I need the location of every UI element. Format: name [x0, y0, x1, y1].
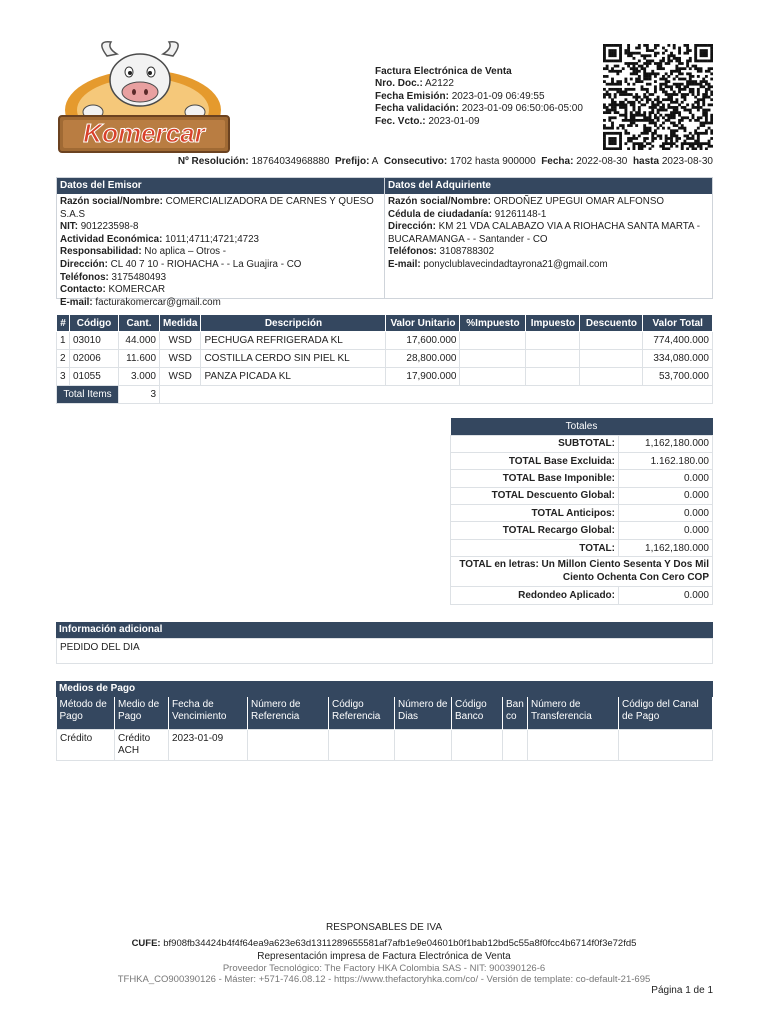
cell: WSD — [160, 368, 201, 386]
total-label: TOTAL Recargo Global: — [451, 522, 619, 539]
cell — [526, 332, 580, 350]
adq-tel-value: 3108788302 — [439, 246, 495, 258]
total-items-row — [57, 386, 713, 404]
col-codigo: Código — [70, 315, 119, 332]
total-label: TOTAL Descuento Global: — [451, 487, 619, 504]
prefijo-value: A — [371, 156, 379, 167]
col-valor-unitario: Valor Unitario — [386, 315, 460, 332]
emisor-email-label: E-mail: — [60, 296, 93, 308]
cell — [329, 729, 395, 760]
col-cant: Cant. — [119, 315, 160, 332]
total-items-value: 3 — [119, 386, 160, 404]
table-row — [57, 729, 713, 760]
cell: 334,080.000 — [643, 350, 713, 368]
medios-pago-section — [56, 681, 713, 761]
page-number: Página 1 de 1 — [651, 985, 713, 996]
table-row — [57, 332, 713, 350]
validacion-label: Fecha validación: — [375, 103, 459, 115]
total-row — [451, 539, 713, 556]
redondeo-label: Redondeo Aplicado: — [451, 587, 619, 604]
vcto-label: Fec. Vcto.: — [375, 115, 426, 127]
cell — [526, 350, 580, 368]
adquiriente-panel — [384, 178, 712, 298]
col-medio-pago: Medio de Pago — [115, 697, 169, 729]
adq-dir-value: KM 21 VDA CALABAZO VIA A RIOHACHA SANTA MARTA - BUCARAMANGA - - Santander - CO — [388, 221, 700, 245]
cell: 03010 — [70, 332, 119, 350]
cufe-line — [0, 938, 768, 949]
cell: WSD — [160, 332, 201, 350]
hasta-value: 2023-08-30 — [661, 156, 713, 167]
col-metodo-pago: Método de Pago — [57, 697, 115, 729]
nro-value: A2122 — [425, 78, 454, 90]
emisor-contacto-label: Contacto: — [60, 284, 106, 296]
cell: WSD — [160, 350, 201, 368]
emisor-title: Datos del Emisor — [57, 178, 384, 194]
emision-label: Fecha Emisión: — [375, 90, 449, 102]
cell: 28,800.000 — [386, 350, 460, 368]
qr-code — [603, 44, 713, 150]
redondeo-row — [451, 587, 713, 604]
total-label: TOTAL Base Excluida: — [451, 452, 619, 469]
col-descuento: Descuento — [580, 315, 643, 332]
cell — [526, 368, 580, 386]
emisor-resp-label: Responsabilidad: — [60, 246, 142, 258]
cell: Crédito ACH — [115, 729, 169, 760]
cell — [619, 729, 713, 760]
cell — [528, 729, 619, 760]
col-descripcion: Descripción — [201, 315, 386, 332]
total-letras: TOTAL en letras: Un Millon Ciento Sesenta Y Dos Mil Ciento Ochenta Con Cero COP — [451, 557, 713, 587]
col-num: # — [57, 315, 70, 332]
emisor-resp-value: No aplica – Otros - — [144, 246, 227, 258]
emisor-tel-value: 3175480493 — [111, 271, 167, 283]
total-row — [451, 452, 713, 469]
col-codigo-banco: Código Banco — [452, 697, 503, 729]
total-label: SUBTOTAL: — [451, 435, 619, 452]
total-value: 1,162,180.000 — [619, 539, 713, 556]
total-label: TOTAL: — [451, 539, 619, 556]
emisor-dir-value: CL 40 7 10 - RIOHACHA - - La Guajira - CO — [110, 258, 302, 270]
total-row — [451, 522, 713, 539]
vcto-value: 2023-01-09 — [428, 115, 480, 127]
cell — [580, 350, 643, 368]
col-numero-referencia: Número de Referencia — [248, 697, 329, 729]
info-adicional-text: PEDIDO DEL DIA — [56, 638, 713, 664]
col-numero-transferencia: Número de Transferencia — [528, 697, 619, 729]
cell: 2023-01-09 — [169, 729, 248, 760]
emisor-actividad-value: 1011;4711;4721;4723 — [165, 233, 259, 245]
medios-pago-title: Medios de Pago — [56, 681, 713, 697]
table-row — [57, 368, 713, 386]
cell: 01055 — [70, 368, 119, 386]
total-label: TOTAL Anticipos: — [451, 505, 619, 522]
cell: 44.000 — [119, 332, 160, 350]
emisor-nit-label: NIT: — [60, 221, 78, 233]
items-table — [56, 314, 713, 404]
emisor-tel-label: Teléfonos: — [60, 271, 109, 283]
responsables-iva: RESPONSABLES DE IVA — [326, 922, 442, 933]
adquiriente-title: Datos del Adquiriente — [385, 178, 712, 194]
cell: PANZA PICADA KL — [201, 368, 386, 386]
col-medida: Medida — [160, 315, 201, 332]
parties-section — [56, 177, 713, 308]
total-label: TOTAL Base Imponible: — [451, 470, 619, 487]
adq-razon-label: Razón social/Nombre: — [388, 196, 491, 207]
total-letras-row — [451, 557, 713, 587]
adq-cedula-value: 91261148-1 — [494, 208, 547, 220]
cell: 53,700.000 — [643, 368, 713, 386]
prefijo-label: Prefijo: — [334, 156, 370, 167]
total-value: 0.000 — [619, 470, 713, 487]
resolucion-line — [178, 156, 713, 167]
cell: 3.000 — [119, 368, 160, 386]
hasta-label: hasta — [632, 156, 660, 167]
cell: Crédito — [57, 729, 115, 760]
col-pct-impuesto: %Impuesto — [460, 315, 526, 332]
adq-razon-value: ORDOÑEZ UPEGUI OMAR ALFONSO — [493, 196, 665, 207]
adq-dir-label: Dirección: — [388, 221, 436, 233]
cell — [503, 729, 528, 760]
cell — [452, 729, 503, 760]
total-value: 1.162.180.00 — [619, 452, 713, 469]
validacion-value: 2023-01-09 06:50:06-05:00 — [461, 103, 583, 115]
cell: 11.600 — [119, 350, 160, 368]
info-adicional-section — [56, 622, 713, 664]
medios-pago-table — [56, 697, 713, 761]
total-row — [451, 470, 713, 487]
resolucion-label: Nº Resolución: — [177, 156, 249, 167]
total-row — [451, 487, 713, 504]
total-value: 0.000 — [619, 487, 713, 504]
invoice-header — [375, 66, 583, 128]
adq-email-label: E-mail: — [388, 258, 421, 270]
adq-email-value: ponyclublavecindadtayrona21@gmail.com — [423, 258, 608, 270]
fecha-value: 2022-08-30 — [576, 156, 628, 167]
emisor-razon-label: Razón social/Nombre: — [60, 196, 163, 207]
emisor-actividad-label: Actividad Económica: — [60, 233, 163, 245]
consecutivo-value: 1702 hasta 900000 — [450, 156, 536, 167]
totals-table — [450, 418, 713, 605]
col-fecha-vencimiento: Fecha de Vencimiento — [169, 697, 248, 729]
emisor-dir-label: Dirección: — [60, 258, 108, 270]
cell — [395, 729, 452, 760]
pay-header-row — [57, 697, 713, 729]
cell — [580, 368, 643, 386]
cufe-value: bf908fb34424b4f4f64ea9a623e63d1311289655581af7afb1e9e04601b0f1bab12bd5c55a8f0fcc4b6714f0f3e72fd5 — [163, 938, 637, 949]
cell — [460, 350, 526, 368]
col-codigo-referencia: Código Referencia — [329, 697, 395, 729]
cell: COSTILLA CERDO SIN PIEL KL — [201, 350, 386, 368]
col-banco: Ban co — [503, 697, 528, 729]
cell: 3 — [57, 368, 70, 386]
logo-text: Komercar — [83, 118, 205, 148]
cell: 2 — [57, 350, 70, 368]
cell: 02006 — [70, 350, 119, 368]
emisor-nit-value: 901223598-8 — [80, 221, 139, 233]
cell — [160, 386, 713, 404]
info-adicional-title: Información adicional — [56, 622, 713, 638]
cell — [460, 368, 526, 386]
proveedor-text: Proveedor Tecnológico: The Factory HKA Colombia SAS - NIT: 900390126-6 — [222, 963, 546, 974]
col-impuesto: Impuesto — [526, 315, 580, 332]
col-valor-total: Valor Total — [643, 315, 713, 332]
totals-title: Totales — [451, 418, 713, 435]
cell — [248, 729, 329, 760]
emisor-panel — [57, 178, 384, 308]
nro-label: Nro. Doc.: — [375, 78, 423, 90]
emisor-razon-value: COMERCIALIZADORA DE CARNES Y QUESO S.A.S — [60, 196, 374, 220]
table-row — [57, 350, 713, 368]
cell: 774,400.000 — [643, 332, 713, 350]
resolucion-value: 18764034968880 — [251, 156, 330, 167]
total-value: 0.000 — [619, 522, 713, 539]
cell: 17,900.000 — [386, 368, 460, 386]
cell: 17,600.000 — [386, 332, 460, 350]
template-text: TFHKA_CO900390126 - Máster: +571-746.08.12 - https://www.thefactoryhka.com/co/ - Versión de template: co-default-21-695 — [117, 974, 651, 985]
consecutivo-label: Consecutivo: — [383, 156, 448, 167]
col-codigo-canal: Código del Canal de Pago — [619, 697, 713, 729]
komercar-logo — [55, 38, 233, 156]
doc-type: Factura Electrónica de Venta — [375, 66, 512, 77]
emisor-contacto-value: KOMERCAR — [108, 284, 166, 296]
total-items-label: Total Items — [57, 386, 119, 404]
total-value: 0.000 — [619, 505, 713, 522]
cell — [460, 332, 526, 350]
total-row — [451, 505, 713, 522]
adq-tel-label: Teléfonos: — [388, 246, 437, 258]
emision-value: 2023-01-09 06:49:55 — [451, 90, 545, 102]
cell: 1 — [57, 332, 70, 350]
emisor-email-value: facturakomercar@gmail.com — [95, 296, 221, 308]
items-header-row — [57, 315, 713, 332]
total-value: 1,162,180.000 — [619, 435, 713, 452]
total-row — [451, 435, 713, 452]
adq-cedula-label: Cédula de ciudadanía: — [388, 208, 492, 220]
cell — [580, 332, 643, 350]
representacion-text: Representación impresa de Factura Electrónica de Venta — [257, 951, 511, 962]
cell: PECHUGA REFRIGERADA KL — [201, 332, 386, 350]
fecha-label: Fecha: — [541, 156, 574, 167]
redondeo-value: 0.000 — [619, 587, 713, 604]
col-numero-dias: Número de Dias — [395, 697, 452, 729]
cufe-label: CUFE: — [131, 938, 161, 949]
